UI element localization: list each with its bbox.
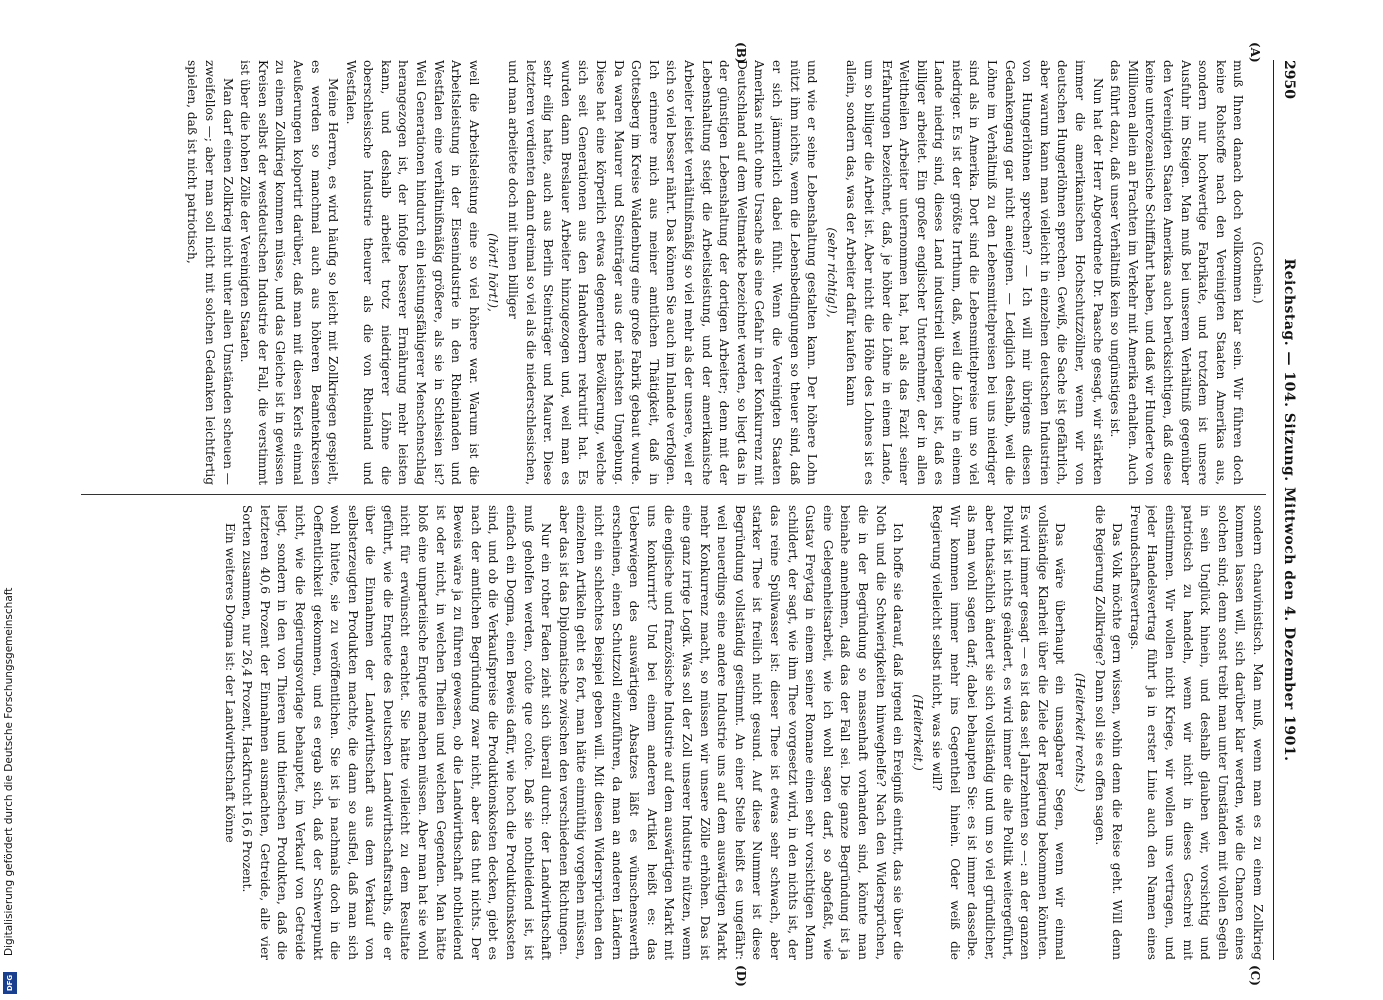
- text-column-left: [77, 60, 1266, 485]
- paragraph: muß Ihnen danach doch vollkommen klar sein. Wir führen doch keine Rohstoffe nach den Vereinigten Staaten Amerikas aus, sondern nur hochwertige Fabrikate, und trotzdem ist unsere Ausfuhr im Steigen. Man muß bei unserem Verhältniß gegenüber den Vereinigten Staaten Amerikas auch berücksichtigen, daß diese keine unterozeanische Schifffahrt haben, und daß wir Hunderte von Millionen allein an Frachten im Verkehr mit Amerika erhalten. Auch das führt dazu, daß unser Verhältniß kein so ungünstiges ist.: [1108, 60, 1246, 485]
- column-divider: [81, 494, 1266, 495]
- speaker-label: (Gothein.): [1251, 241, 1265, 304]
- margin-marker-c: (C): [1248, 965, 1262, 986]
- paragraph: Ein weiteres Dogma ist: der Landwirthschaft könne: [222, 523, 237, 843]
- margin-marker-a: (A): [1248, 42, 1262, 63]
- paragraph: weil die Arbeitsleistung eine so viel höhere war. Warum ist die Arbeitsleistung in der Eisenindustrie in den Rheinlanden und Westfalen eine verhältnißmäßig größere, als sie in Schlesien ist? Weil Generationen hindurch ein leistungsfähigerer Menschenschlag herangezogen ist, der infolge besserer Ernährung mehr leisten kann, und deshalb arbeitet trotz niedrigerer Löhne die oberschlesische Industrie theurer als die von Rheinland und Westfalen.: [343, 60, 481, 485]
- paragraph: Das wäre überhaupt ein unsagbarer Segen, wenn wir einmal vollständige Klarheit über die Ziele der Regierung bekommen könnten. Es wird immer gesagt — es ist das seit Jahrzehnten so —: an der ganzen Politik ist nichts geändert, es wird immer die alte Politik weitergeführt, aber thatsächlich ändert sie sich vollständig und um so viel gründlicher, als man wohl sagen darf; dabei behaupten Sie: es ist immer dasselbe. Wir kommen immer mehr ins Gegentheil hinein. Oder weiß die Regierung vielleicht selbst nicht, was sie will?: [930, 505, 1068, 960]
- dfg-logo: [3, 972, 17, 994]
- interjection: (Heiterkeit rechts.): [1073, 672, 1088, 793]
- document-page: [63, 0, 1308, 1000]
- interjection: (sehr richtig!),: [824, 227, 839, 318]
- paragraph: Nun hat der Herr Abgeordnete Dr. Paasche gesagt, wir stärkten immer die amerikanischen Hochschutzzöllner, wenn wir von deutschen Hungerlöhnen sprechen. Gewiß, die Sache ist gefährlich, aber warum kann man vielleicht in einzelnen deutschen Industrien von Hungerlöhnen sprechen? — Ich will mir übrigens diesen Gedankengang gar nicht aneignen. — Lediglich deshalb, weil die Löhne im Verhältniß zu den Lebensmittelpreisen bei uns niedriger sind als in Amerika. Dort sind die Lebensmittelpreise um so viel niedriger. Es ist der größte Irrthum, daß, weil die Löhne in einem Lande niedrig sind, dieses Land industriell überlegen ist, daß es billiger arbeitet. Ein großer englischer Unternehmer, der in allen Welttheilen Arbeiter unternommen hat, hat als das Fazit seiner Erfahrungen bezeichnet, daß, je höher die Löhne in einem Lande, um so billiger die Arbeit ist. Aber nicht die Höhe des Lohnes ist es allein, sondern das, was der Arbeiter dafür kaufen kann: [844, 60, 1105, 485]
- interjection: (Heiterkeit.): [910, 694, 925, 771]
- page-header: [1273, 60, 1300, 960]
- paragraph: Man darf einen Zollkrieg nicht unter allen Umständen scheuen — zweifellos —; aber man soll nicht mit solchen Gedanken leichtfertig spielen, daß ist nicht patriotisch,: [185, 60, 235, 485]
- page-title: Reichstag. — 104. Sitzung. Mittwoch den 4. Dezember 1901.: [1281, 258, 1297, 762]
- digitization-credit: [3, 384, 17, 994]
- paragraph: Meine Herren, es wird häufig so leicht mit Zollkriegen gespielt, es werden so manchmal auch aus höheren Beamtenkreisen Aeußerungen kolportirt darüber, daß man mit diesen Kerls einmal zu einem Zollkrieg kommen müsse, und das Gleiche ist in gewissen Kreisen selbst der westdeutschen Industrie der Fall, die verstimmt ist über die hohen Zölle der Vereinigten Staaten.: [238, 60, 341, 485]
- paragraph: Nur ein rother Faden zieht sich überall durch: der Landwirthschaft muß geholfen werden, coûte que coûte. Daß sie nothleidend ist, ist einfach ein Dogma, einen Beweis dafür, wie hoch die Produktionskosten sind, und ob die Verkaufspreise die Produktionskosten decken, giebt es nach der amtlichen Begründung zwar nicht, aber das thut nichts. Der Beweis wäre ja zu führen gewesen, ob die Landwirthschaft nothleidend ist oder nicht, in welchen Theilen und welchen Gegenden. Man hätte bloß eine unparteiische Enquete machen müssen. Aber man hat sie wohl nicht für erwünscht erachtet. Sie hätte vielleicht zu dem Resultate geführt, wie die Enquete des Deutschen Landwirthschaftsraths, die er über die Einnahmen der Landwirthschaft aus dem Verkauf von selbsterzeugten Produkten machte, die dann so ausfiel, daß man sich wohl hütete, sie zu veröffentlichen. Sie ist ja nachmals doch in die Oeffentlichkeit gekommen, und es ergab sich, daß der Schwerpunkt nicht, wie die Regierungsvorlage behauptet, im Verkauf von Getreide liegt, sondern in den von Thieren und thierischen Produkten, daß die letzteren 40,6 Prozent der Einnahmen ausmachten, Getreide, alle vier Sorten zusammen, nur 26,4 Prozent, Hackfrucht 16,6 Prozent.: [240, 505, 554, 960]
- page-number: 2950: [1281, 60, 1297, 99]
- paragraph: und wie er seine Lebenshaltung gestalten kann. Der höhere Lohn nützt ihm nichts, wenn die Lebensbedingungen so theuer sind, daß er sich jämmerlich dabei fühlt. Wenn die Vereinigten Staaten Amerikas nicht ohne Ursache als eine Gefahr in der Konkurrenz mit Deutschland auf dem Weltmarkte bezeichnet werden, so liegt das in der günstigen Lebenshaltung der dortigen Arbeiter; denn mit der Lebenshaltung steigt die Arbeitsleistung, und der amerikanische Arbeiter leistet verhältnißmäßig so viel mehr als der unsere, weil er sich so viel besser nährt. Das können Sie auch im Inlande verfolgen. Ich erinnere mich aus meiner amtlichen Thätigkeit, daß in Gottesberg im Kreise Waldenburg eine große Fabrik gebaut wurde. Da waren Maurer und Steinträger aus der nächsten Umgebung. Diese hat eine körperlich etwas degenerirte Bevölkerung, welche sich seit Generationen aus den Handwebern rekrutirt hat. Es wurden dann Breslauer Arbeiter hinzugezogen und, weil man es sehr eilig hatte, auch aus Berlin Steinträger und Maurer. Diese letzteren verdienten dann dreimal so viel als die niederschlesischen, und man arbeitete doch mit ihnen billiger: [506, 60, 820, 485]
- margin-marker-b: (B): [734, 42, 748, 64]
- interjection: (hört! hört!),: [486, 233, 501, 312]
- margin-marker-d: (D): [734, 965, 748, 987]
- dfg-logo-text: DFG: [6, 974, 14, 992]
- text-column-right: [77, 505, 1266, 960]
- credit-text: Digitalisierung gefördert durch die Deutsche Forschungsgemeinschaft: [3, 587, 15, 956]
- paragraph: sondern chauvinistisch. Man muß, wenn man es zu einem Zollkrieg kommen lassen will, sich darüber klar werden, wie die Chancen eines solchen sind; denn sonst treibt man unter Umständen mit vollen Segeln in sein Unglück hinein, und deshalb glauben wir, vorsichtig und patriotisch zu handeln, wenn wir nicht in dieses Geschrei mit einstimmen. Wir wollen nicht Kriege, wir wollen uns vertragen, und jeder Handelsvertrag führt ja in erster Linie auch den Namen eines Freundschaftsvertrags.: [1127, 505, 1265, 960]
- paragraph: Ich hoffe sie darauf, daß irgend ein Ereigniß eintritt, das sie über die Noth und die Schwierigkeiten hinweghelfe? Nach den Widersprüchen, die in der Begründung so massenhaft vorhanden sind, könnte man beinahe annehmen, daß das der Fall sei. Die ganze Begründung ist ja eine Gelegenheitsarbeit, wie ich wohl sagen darf, so abgefaßt, wie Gustav Freytag in einem seiner Romane einen sehr vorsichtigen Mann schildert, der sagt, wie ihm Thee vorgesetzt wird, in den nichts ist, der das reine Spülwasser ist: dieser Thee ist etwas sehr schwach, aber starker Thee ist freilich nicht gesund. Auf diese Nummer ist diese Begründung vollständig gestimmt. An einer Stelle heißt es ungefähr: weil neuerdings eine andere Industrie uns auf dem auswärtigen Markt mehr Konkurrenz macht, so müssen wir unsere Zölle erhöhen. Das ist eine ganz irrige Logik. Was soll der Zoll unserer Industrie nützen, wenn die englische und französische Industrie auf dem auswärtigen Markt mit uns konkurrirt? Und bei einem anderen Artikel heißt es: das Ueberwiegen des auswärtigen Absatzes läßt es wünschenswerth erscheinen, einen Schutzzoll einzuführen, da man an anderen Ländern nicht ein schlechtes Beispiel geben will. Mit diesen Widersprüchen den einzelnen Artikeln geht es fort, man hätte einmüthig vorgehen müssen, aber das ist das Diplomatische zwischen den verschiedenen Richtungen.: [556, 505, 906, 960]
- paragraph: Das Volk möchte gern wissen, wohin denn die Reise geht. Will denn die Regierung Zollkriege? Dann soll sie es offen sagen.: [1092, 505, 1125, 960]
